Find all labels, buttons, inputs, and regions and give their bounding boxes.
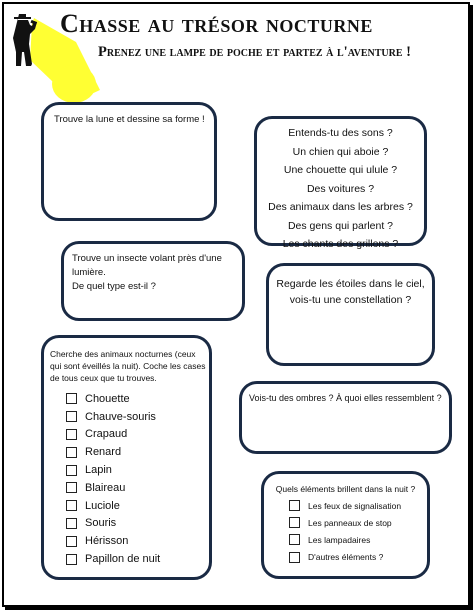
- animal-label: Luciole: [85, 499, 120, 512]
- animal-checkbox[interactable]: [66, 518, 77, 529]
- animal-checkbox[interactable]: [66, 500, 77, 511]
- sounds-questions: [257, 124, 424, 254]
- animal-item: [66, 408, 160, 426]
- animal-item: [66, 461, 160, 479]
- animal-label: Chauve-souris: [85, 410, 156, 423]
- animal-checkbox[interactable]: [66, 429, 77, 440]
- sounds-card: [254, 116, 427, 250]
- glow-checkbox[interactable]: [289, 500, 300, 511]
- glow-item: [289, 497, 401, 514]
- animal-item: [66, 532, 160, 550]
- sound-question: Un chien qui aboie ?: [292, 145, 389, 158]
- stars-card: [266, 263, 435, 366]
- glow-checkbox[interactable]: [289, 552, 300, 563]
- animal-checkbox[interactable]: [66, 536, 77, 547]
- animal-label: Renard: [85, 446, 122, 459]
- animal-checkbox[interactable]: [66, 465, 77, 476]
- moon-card: [41, 102, 217, 221]
- sound-question: Des gens qui parlent ?: [287, 219, 394, 232]
- animal-item: [66, 426, 160, 444]
- shadows-card: [239, 381, 452, 454]
- sound-question: Des voitures ?: [306, 182, 375, 195]
- glow-label: Les lampadaires: [308, 534, 371, 545]
- sound-question: Les chants des grillons ?: [282, 238, 399, 250]
- insect-card: [61, 241, 245, 321]
- glow-label: Les panneaux de stop: [308, 517, 392, 528]
- page-subtitle: Prenez une lampe de poche et partez à l'aventure !: [98, 44, 411, 60]
- sound-question: Une chouette qui ulule ?: [283, 164, 398, 176]
- animal-label: Souris: [85, 517, 117, 530]
- animals-checklist: [66, 390, 160, 568]
- animal-label: Hérisson: [85, 535, 129, 548]
- glow-checkbox[interactable]: [289, 517, 300, 528]
- animal-item: [66, 479, 160, 497]
- animals-prompt: Cherche des animaux nocturnes (ceux qui sont éveillés la nuit). Coche les cases de tous ceux que tu trouves.: [50, 349, 206, 383]
- page-title: Chasse au trésor nocturne: [60, 9, 373, 38]
- animal-label: Lapin: [85, 464, 112, 477]
- stars-prompt-line2: vois-tu une constellation ?: [289, 294, 412, 306]
- animals-card: [41, 335, 212, 580]
- stars-prompt: [269, 276, 432, 308]
- glow-item: [289, 514, 401, 531]
- insect-prompt-line1: Trouve un insecte volant près d'une lumière.: [72, 253, 222, 278]
- animal-item: [66, 497, 160, 515]
- animal-label: Chouette: [85, 392, 130, 405]
- animal-item: [66, 390, 160, 408]
- moon-prompt: Trouve la lune et dessine sa forme !: [54, 114, 205, 125]
- sounds-heading: Entends-tu des sons ?: [288, 127, 393, 139]
- sound-question: Des animaux dans les arbres ?: [268, 201, 413, 213]
- glow-checkbox[interactable]: [289, 534, 300, 545]
- glow-label: Les feux de signalisation: [308, 500, 402, 511]
- animal-checkbox[interactable]: [66, 482, 77, 493]
- shadows-prompt: Vois-tu des ombres ? À quoi elles ressemblent ?: [249, 393, 442, 403]
- animal-item: [66, 550, 160, 568]
- animal-checkbox[interactable]: [66, 554, 77, 565]
- glow-checklist: [289, 497, 401, 566]
- animal-item: [66, 515, 160, 533]
- glow-card: [261, 471, 430, 579]
- animal-checkbox[interactable]: [66, 393, 77, 404]
- insect-prompt: [72, 252, 242, 294]
- animal-item: [66, 443, 160, 461]
- glow-heading: Quels éléments brillent dans la nuit ?: [275, 484, 416, 494]
- stars-prompt-line1: Regarde les étoiles dans le ciel,: [276, 278, 425, 290]
- animal-label: Papillon de nuit: [85, 553, 161, 566]
- insect-prompt-line2: De quel type est-il ?: [72, 281, 156, 292]
- animal-checkbox[interactable]: [66, 447, 77, 458]
- animal-label: Crapaud: [85, 428, 128, 441]
- glow-item: [289, 549, 401, 566]
- animal-label: Blaireau: [85, 481, 126, 494]
- animal-checkbox[interactable]: [66, 411, 77, 422]
- glow-label: D'autres éléments ?: [308, 552, 384, 563]
- glow-item: [289, 531, 401, 548]
